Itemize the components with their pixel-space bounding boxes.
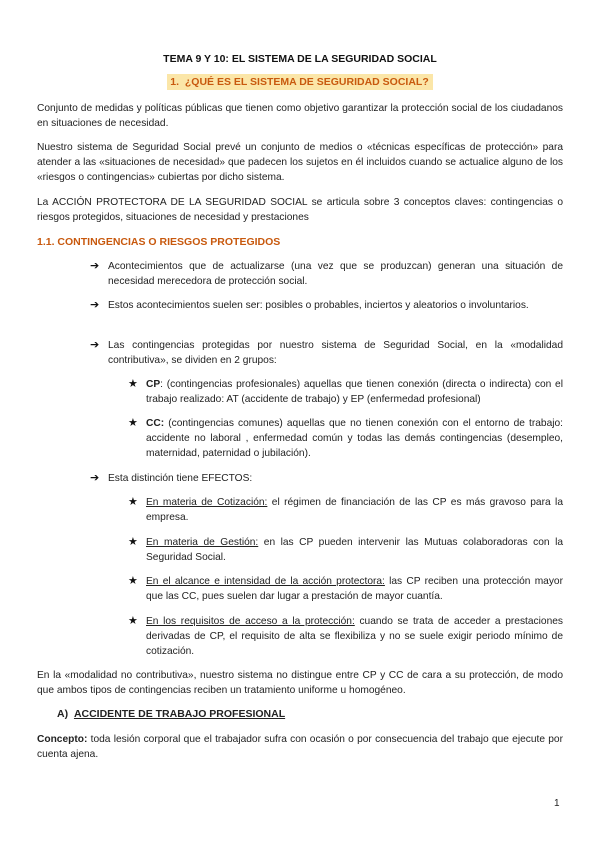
list-item-text: Las contingencias protegidas por nuestro sistema de Seguridad Social, en la «modalidad contributiva», se dividen en 2 grupos: (108, 340, 563, 366)
effect-label: En materia de Gestión: (146, 537, 259, 548)
paragraph-text: Nuestro sistema de Seguridad Social prevé un conjunto de medios o «técnicas específicas de protección» para atender a las «situaciones de necesidad» que padecen los sujetos en él incluidos cuando se actualice alguno de los «riesgos o contingencias» cubiertas por dicho sistema. (37, 142, 563, 183)
list-item (90, 298, 563, 313)
accident-letter: A) (57, 708, 69, 720)
paragraph-text: Conjunto de medidas y políticas públicas que tienen como objetivo garantizar la protección social de los ciudadanos en situaciones de necesidad. (37, 103, 563, 129)
effect-text: cuando se trata de acceder a prestaciones derivadas de CP, el requisito de alta se flexibiliza y no se suele exigir periodo mínimo de cotización. (146, 616, 564, 657)
list-item-text: Acontecimientos que de actualizarse (una vez que se produzcan) generan una situación de necesidad merecedora de protección social. (108, 261, 563, 287)
effect-label: En el alcance e intensidad de la acción protectora: (146, 576, 385, 587)
system-paragraph (37, 140, 563, 185)
arrow-right-icon: ➔ (90, 260, 100, 272)
star-icon: ★ (128, 536, 138, 548)
star-icon: ★ (128, 496, 138, 508)
page-number: 1 (554, 798, 560, 809)
list-item (128, 535, 563, 565)
effect-text: el régimen de financiación de las CP es más gravoso para la empresa. (146, 497, 563, 523)
group-text: (contingencias comunes) aquellas que no tienen conexión con el entorno de trabajo: accidente no laboral , enfermedad común y todas las demás contingencias (desempleo, maternidad, paternidad o jubilación). (146, 418, 563, 459)
document-title: TEMA 9 Y 10: EL SISTEMA DE LA SEGURIDAD SOCIAL (163, 53, 437, 65)
section-title: ¿QUÉ ES EL SISTEMA DE SEGURIDAD SOCIAL? (184, 76, 429, 88)
star-icon: ★ (128, 575, 138, 587)
list-item (128, 614, 564, 659)
protective-action-paragraph (37, 195, 563, 225)
effect-label: En materia de Cotización: (146, 497, 268, 508)
concept-text: toda lesión corporal que el trabajador sufra con ocasión o por consecuencia del trabajo que ejecute por cuenta ajena. (37, 734, 563, 760)
intro-paragraph (37, 101, 563, 131)
effect-label: En los requisitos de acceso a la protección: (146, 616, 355, 627)
section-heading (0, 76, 600, 88)
arrow-right-icon: ➔ (90, 472, 100, 484)
list-item (90, 259, 563, 289)
group-label: CP (146, 379, 161, 390)
concept-paragraph (37, 732, 563, 762)
arrow-right-icon: ➔ (90, 299, 100, 311)
list-item (128, 574, 563, 604)
group-label: CC: (146, 418, 165, 429)
effect-text: en las CP pueden intervenir las Mutuas colaboradoras con la Seguridad Social. (146, 537, 563, 563)
list-item (90, 471, 563, 486)
list-item (90, 338, 563, 368)
star-icon: ★ (128, 615, 138, 627)
list-item-text: Estos acontecimientos suelen ser: posibles o probables, inciertos y aleatorios o involuntarios. (108, 300, 529, 311)
paragraph-text: La ACCIÓN PROTECTORA DE LA SEGURIDAD SOCIAL se articula sobre 3 conceptos claves: contingencias o riesgos protegidos, situaciones de necesidad y prestaciones (37, 197, 563, 223)
accident-title: ACCIDENTE DE TRABAJO PROFESIONAL (73, 708, 286, 720)
list-item (128, 377, 563, 407)
section-heading-highlight (167, 74, 432, 90)
paragraph-text: En la «modalidad no contributiva», nuestro sistema no distingue entre CP y CC de cara a su protección, de modo que ambos tipos de contingencias reciben un tratamiento uniforme u homogéneo. (37, 670, 563, 696)
concept-label: Concepto: (37, 734, 88, 745)
closing-paragraph (37, 668, 563, 698)
list-item (128, 416, 563, 461)
subsection-heading: 1.1. CONTINGENCIAS O RIESGOS PROTEGIDOS (37, 236, 281, 248)
list-item-text: Esta distinción tiene EFECTOS: (108, 473, 253, 484)
star-icon: ★ (128, 417, 138, 429)
section-number: 1. (170, 76, 180, 88)
accident-heading (57, 708, 285, 720)
arrow-right-icon: ➔ (90, 339, 100, 351)
group-text: : (contingencias profesionales) aquellas que tienen conexión (directa o indirecta) con el trabajo realizado: AT (accidente de trabajo) y EP (enfermedad profesional) (146, 379, 563, 405)
list-item (128, 495, 563, 525)
effect-text: las CP reciben una protección mayor que las CC, pues suelen dar lugar a prestación de mayor cuantía. (146, 576, 563, 602)
star-icon: ★ (128, 378, 138, 390)
